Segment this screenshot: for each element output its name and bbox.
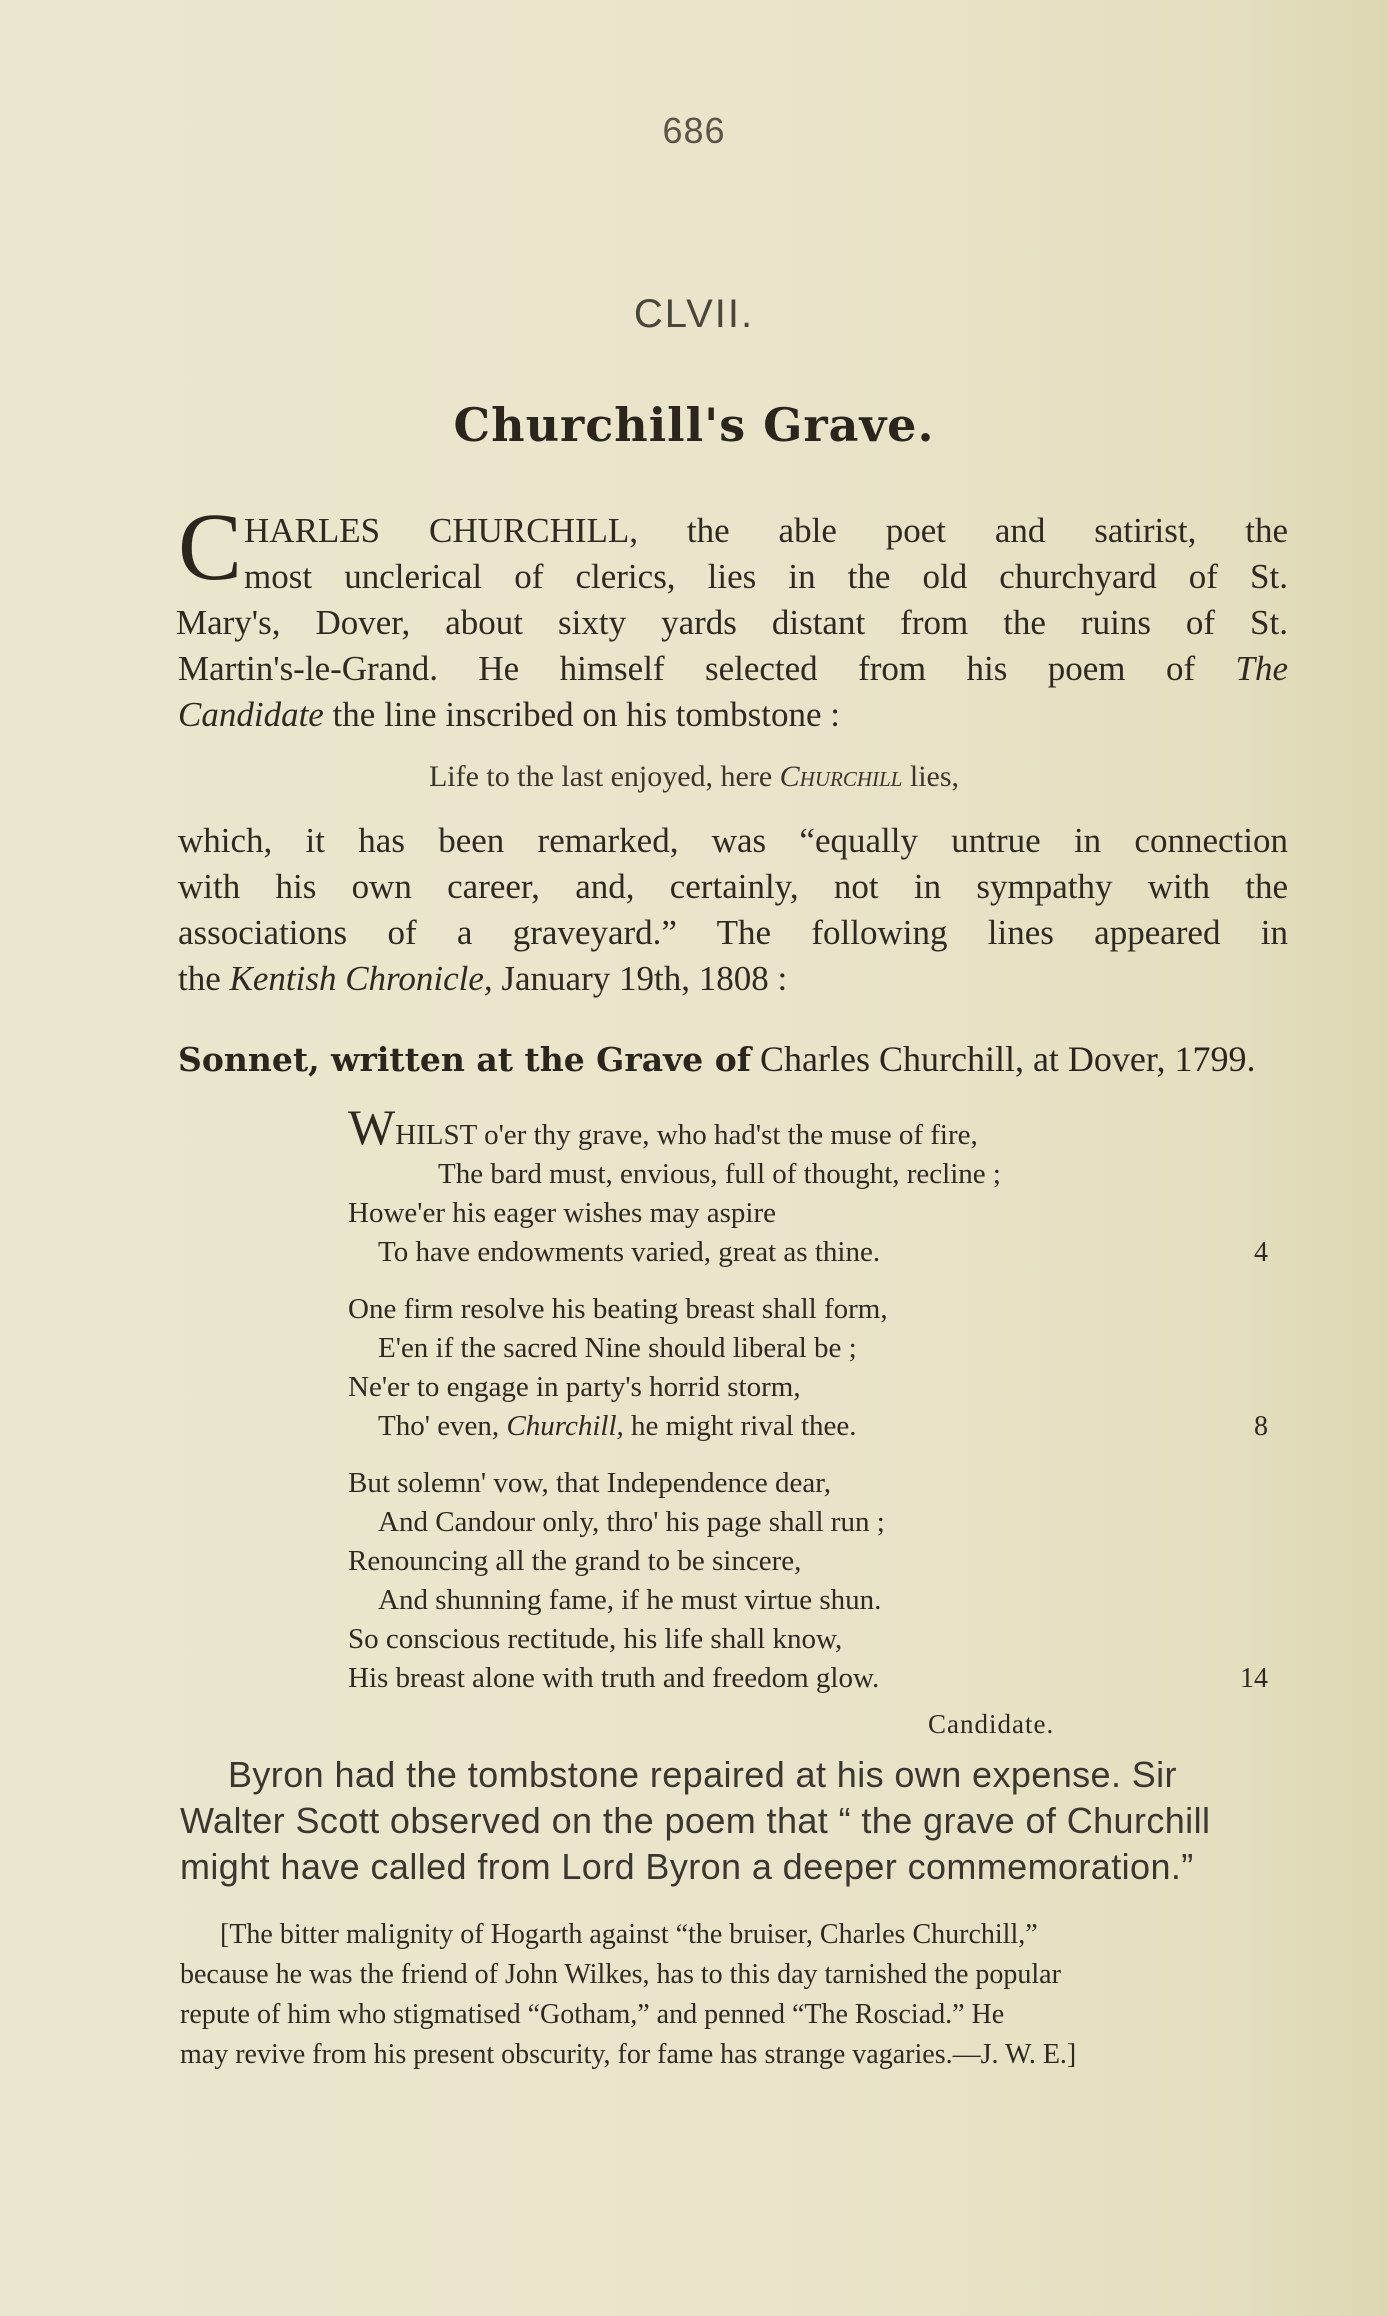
- poem-line: [348, 1407, 1298, 1446]
- paragraph-line-text: the: [178, 959, 230, 998]
- paragraph-line: [178, 692, 1288, 738]
- editor-note: [180, 1915, 1290, 2075]
- poem-line-text: he might rival thee.: [623, 1410, 857, 1442]
- line-number: 8: [1254, 1411, 1268, 1442]
- quote-text: lies,: [902, 760, 960, 793]
- poem-line: E'en if the sacred Nine should liberal be ;: [378, 1332, 857, 1364]
- sonnet-poem: [348, 1099, 1298, 1716]
- poem-line: [348, 1659, 1298, 1698]
- line-number: 14: [1240, 1663, 1268, 1694]
- poem-line: Renouncing all the grand to be sincere,: [348, 1545, 802, 1577]
- chapter-title: Churchill's Grave.: [453, 398, 935, 452]
- paragraph-intro: [176, 493, 1288, 738]
- sonnet-heading-plain: Charles Churchill, at Dover, 1799.: [751, 1039, 1256, 1079]
- paragraph-line: might have called from Lord Byron a deeper commemoration.”: [180, 1846, 1194, 1887]
- sonnet-heading: [178, 1038, 1288, 1080]
- paragraph-line: [176, 600, 1288, 646]
- paragraph-line-text: Martin's-le-Grand. He himself selected from his poem of: [178, 649, 1236, 688]
- paragraph-line: most unclerical of clerics, lies in the old churchyard of St.: [244, 557, 1288, 596]
- poem-line: Howe'er his eager wishes may aspire: [348, 1197, 776, 1229]
- note-line: because he was the friend of John Wilkes, has to this day tarnished the popular: [180, 1959, 1061, 1990]
- line-number: 4: [1254, 1237, 1268, 1268]
- epitaph-quote: [0, 760, 1388, 794]
- note-line: [The bitter malignity of Hogarth against “the bruiser, Charles Churchill,”: [220, 1919, 1038, 1950]
- poem-line: But solemn' vow, that Independence dear,: [348, 1467, 831, 1499]
- page-number: 686: [662, 110, 726, 151]
- italic-title: Candidate: [178, 695, 324, 734]
- poem-line: [348, 1233, 1298, 1272]
- sonnet-heading-blackletter: Sonnet, written at the Grave of: [178, 1040, 751, 1079]
- poem-line-text: Tho' even,: [378, 1410, 507, 1442]
- paragraph-line: [178, 956, 1288, 1002]
- poem-line-text: HILST o'er thy grave, who had'st the muse of fire,: [395, 1119, 978, 1151]
- paragraph-line: HARLES CHURCHILL, the able poet and satirist, the: [244, 511, 1288, 550]
- paragraph-line-text: January 19th, 1808 :: [492, 959, 788, 998]
- poem-signature: Candidate.: [928, 1709, 1055, 1739]
- poem-line: So conscious rectitude, his life shall know,: [348, 1623, 843, 1655]
- paragraph-line: [178, 646, 1288, 692]
- paragraph-line: Walter Scott observed on the poem that “ the grave of Churchill: [180, 1800, 1211, 1841]
- poem-line: [348, 1099, 1298, 1155]
- poem-line-text: To have endowments varied, great as thine.: [378, 1236, 881, 1268]
- note-line: may revive from his present obscurity, for fame has strange vagaries.—J. W. E.]: [180, 2039, 1077, 2070]
- drop-cap: C: [178, 493, 243, 600]
- quote-text: Life to the last enjoyed, here: [428, 760, 780, 793]
- paragraph-byron: [180, 1752, 1290, 1890]
- paragraph-line: which, it has been remarked, was “equally untrue in connection: [178, 821, 1288, 860]
- poem-line: One firm resolve his beating breast shall form,: [348, 1293, 888, 1325]
- quote-name: Churchill: [779, 760, 903, 793]
- poem-stanza: [348, 1290, 1298, 1446]
- paragraph-remark: [178, 818, 1288, 1002]
- paragraph-line: with his own career, and, certainly, not in sympathy with the: [178, 867, 1288, 906]
- poem-stanza: [348, 1464, 1298, 1698]
- poem-line: And Candour only, thro' his page shall run ;: [378, 1506, 885, 1538]
- paragraph-line: associations of a graveyard.” The following lines appeared in: [178, 913, 1288, 952]
- italic-title: Kentish Chronicle,: [229, 959, 493, 998]
- poem-line: And shunning fame, if he must virtue shun.: [378, 1584, 882, 1616]
- note-line: repute of him who stigmatised “Gotham,” and penned “The Rosciad.” He: [180, 1999, 1005, 2030]
- chapter-number: CLVII.: [633, 292, 755, 336]
- paragraph-line: Byron had the tombstone repaired at his own expense. Sir: [228, 1754, 1177, 1795]
- italic-name: Churchill,: [506, 1410, 624, 1442]
- poem-line: The bard must, envious, full of thought, recline ;: [438, 1158, 1001, 1190]
- paragraph-line-text: Mary's, Dover, about sixty yards distant from the ruins of St.: [176, 603, 1288, 642]
- poem-line-text: His breast alone with truth and freedom glow.: [348, 1662, 880, 1694]
- poem-line: Ne'er to engage in party's horrid storm,: [348, 1371, 801, 1403]
- poem-initial: W: [348, 1099, 396, 1155]
- paragraph-line-text: the line inscribed on his tombstone :: [323, 695, 841, 734]
- poem-stanza: [348, 1099, 1298, 1272]
- italic-title: The: [1235, 649, 1288, 688]
